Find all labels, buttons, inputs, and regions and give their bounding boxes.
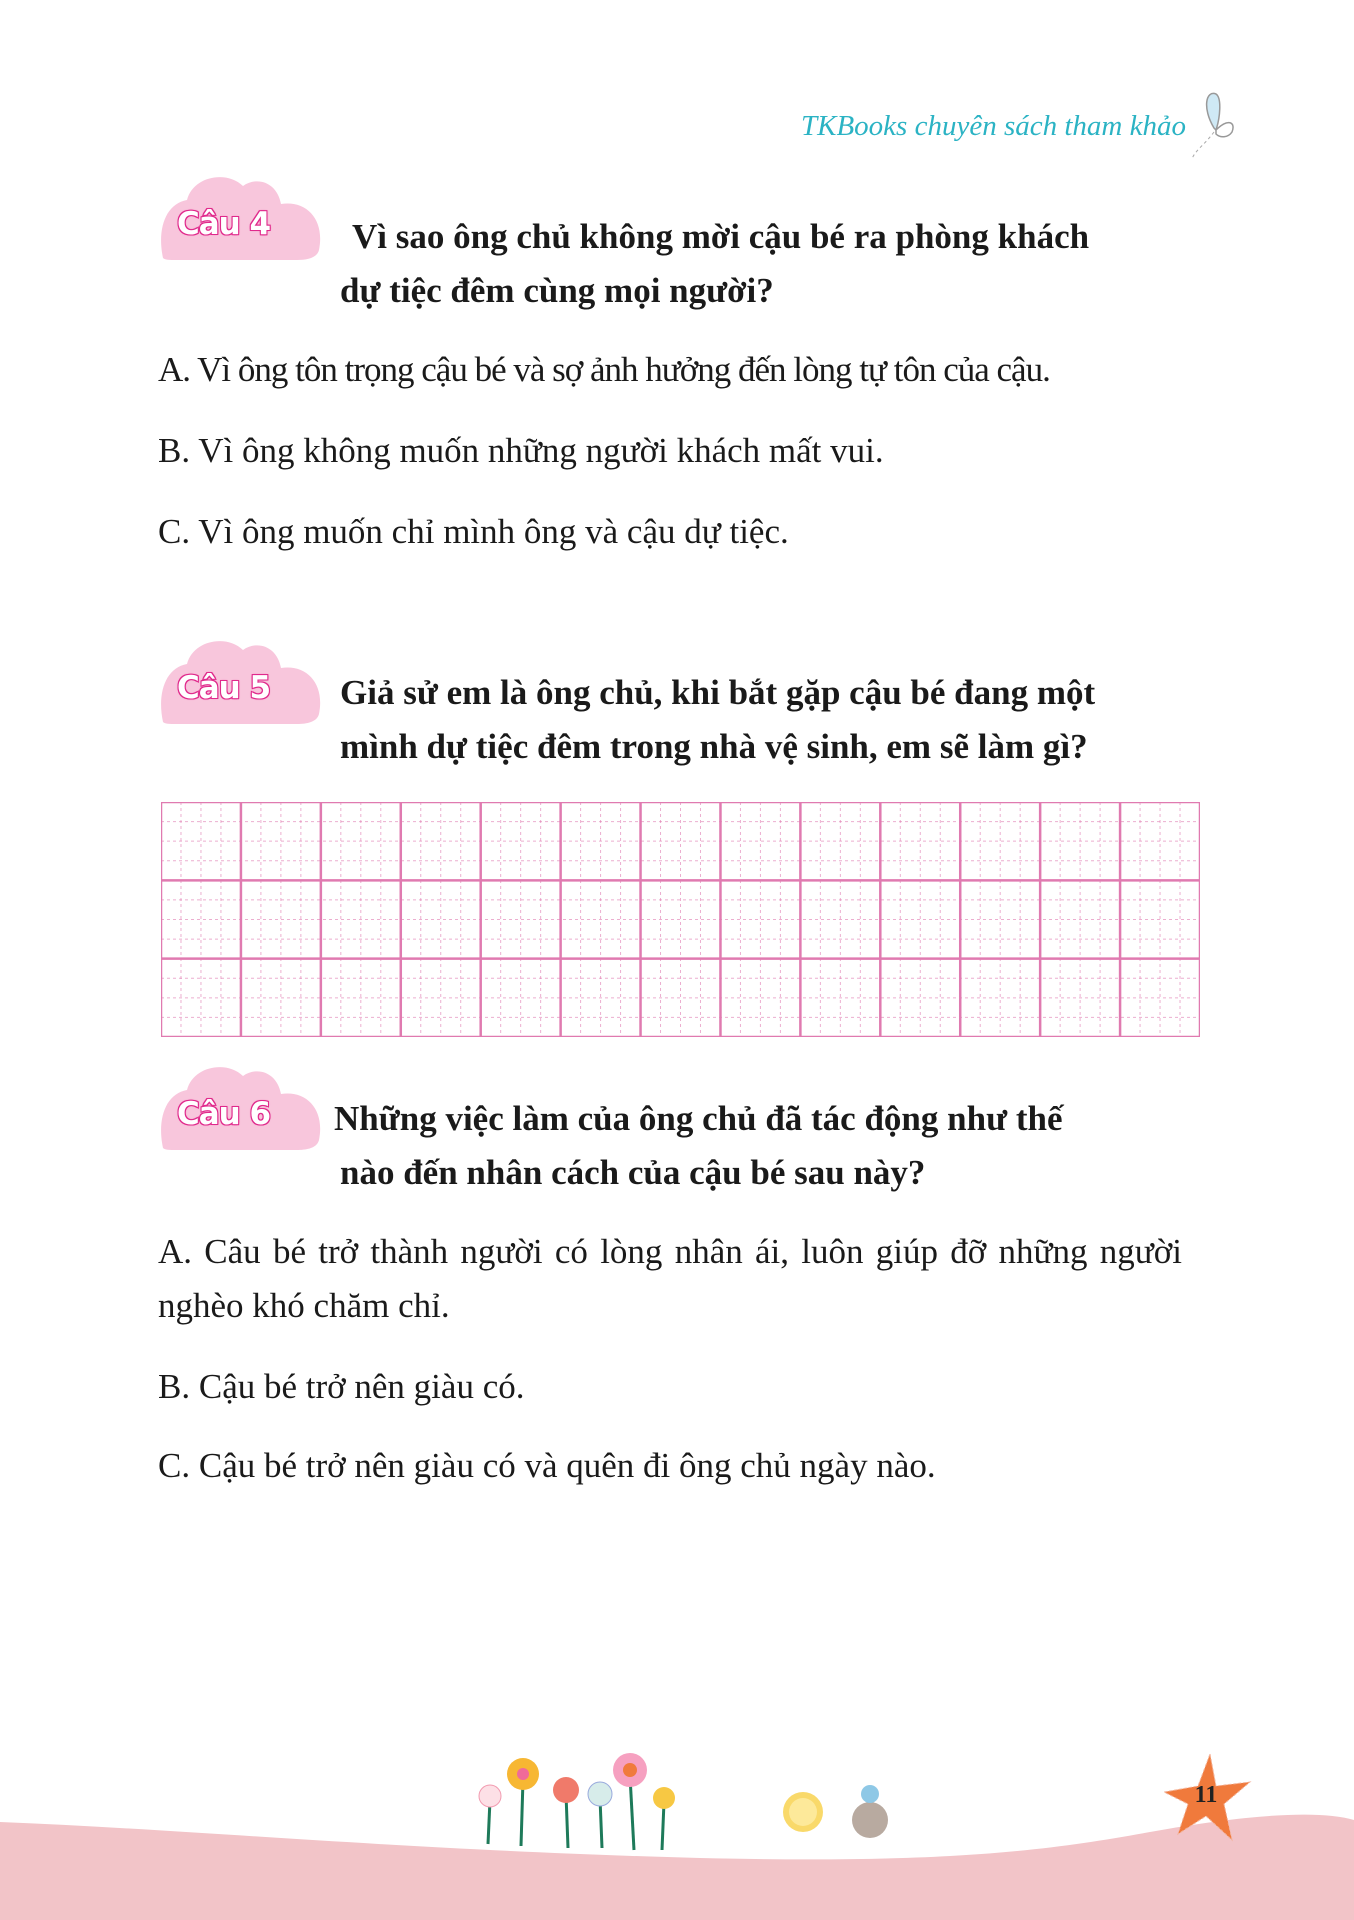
butterfly-icon [1192,88,1252,168]
option-4b[interactable]: B. Vì ông không muốn những người khách mất vui. [158,431,884,470]
question-badge-5: Câu 5 [157,634,325,726]
question-5-text: Giả sử em là ông chủ, khi bắt gặp cậu bé đang một mình dự tiệc đêm trong nhà vệ sinh, em sẽ làm gì? [340,673,1096,766]
flowers-decoration [479,1753,675,1850]
question-4-text: Vì sao ông chủ không mời cậu bé ra phòng khách dự tiệc đêm cùng mọi người? [340,217,1090,310]
option-6b[interactable]: B. Cậu bé trở nên giàu có. [158,1367,525,1406]
footer-wave [0,1740,1354,1920]
writing-grid[interactable] [161,802,1200,1037]
question-6-text: Những việc làm của ông chủ đã tác động như thế nào đến nhân cách của cậu bé sau này? [334,1099,1063,1192]
animals-decoration [783,1785,888,1838]
option-6a[interactable]: A. Câu bé trở thành người có lòng nhân ái, luôn giúp đỡ những người nghèo khó chăm chỉ. [158,1232,1182,1325]
page-number-badge: 11 [1160,1752,1252,1844]
question-badge-6: Câu 6 [157,1060,325,1152]
option-4c[interactable]: C. Vì ông muốn chỉ mình ông và cậu dự tiệc. [158,512,789,551]
option-6c[interactable]: C. Cậu bé trở nên giàu có và quên đi ông chủ ngày nào. [158,1446,936,1485]
question-badge-4: Câu 4 [157,170,325,262]
header-brand: TKBooks chuyên sách tham khảo [801,110,1186,142]
option-4a[interactable]: A. Vì ông tôn trọng cậu bé và sợ ảnh hưởng đến lòng tự tôn của cậu. [158,350,1050,389]
